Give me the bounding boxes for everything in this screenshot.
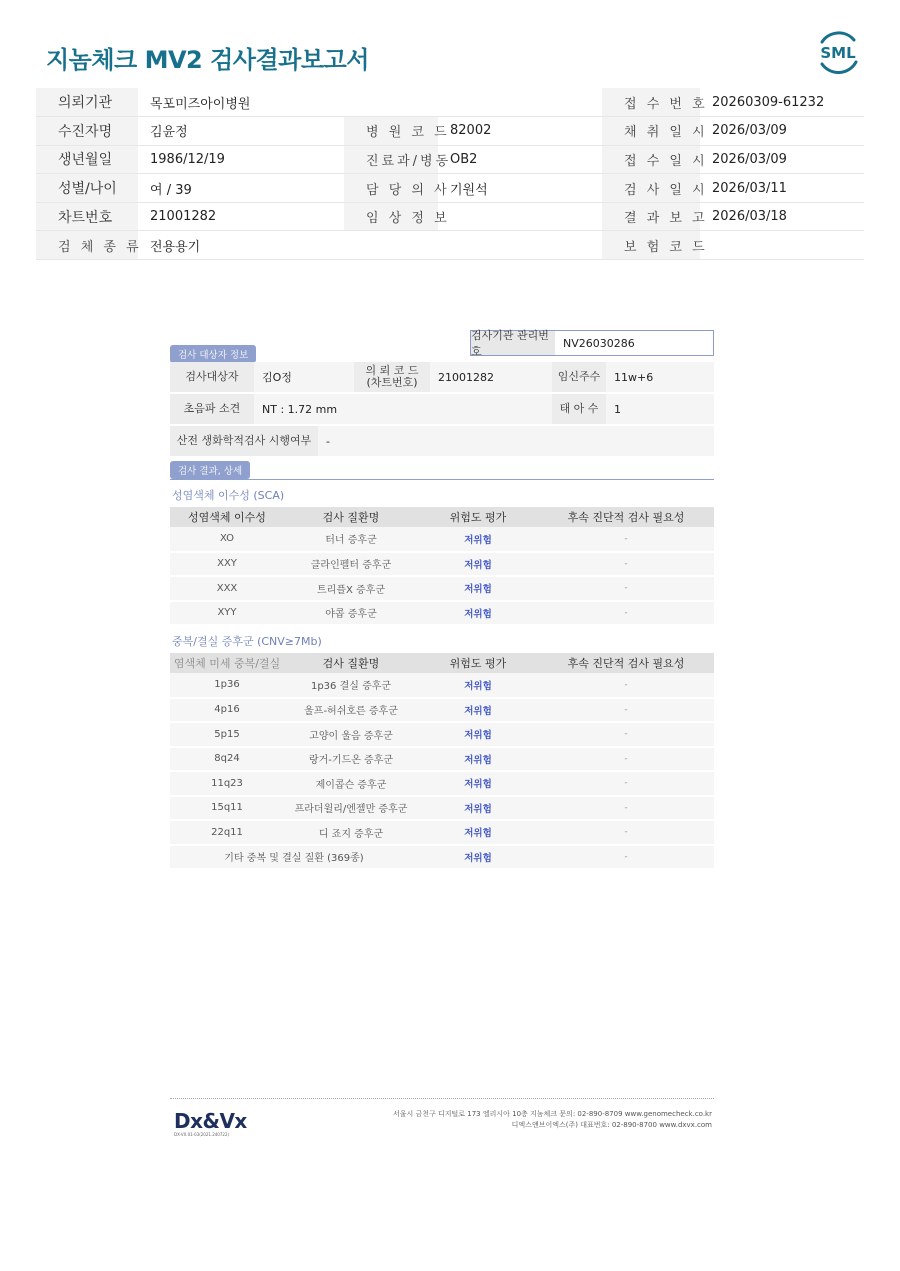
info-label: 성별/나이	[36, 174, 138, 203]
risk-cell: 저위험	[418, 673, 538, 698]
patient-info-table	[36, 88, 864, 260]
info-label: 검 체 종 류	[36, 231, 138, 260]
info-value	[438, 231, 602, 260]
subject-section-pill: 검사 대상자 정보	[170, 345, 256, 363]
table-row	[170, 673, 714, 698]
region-cell: XXY	[170, 552, 284, 577]
mgmt-number-value: NV26030286	[563, 336, 635, 350]
info-value: 2026/03/18	[700, 202, 864, 231]
region-cell: XYY	[170, 601, 284, 626]
page-title: 지놈체크 MV2 검사결과보고서	[46, 46, 369, 74]
table-row	[170, 698, 714, 723]
disease-cell: 고양이 울음 증후군	[284, 722, 418, 747]
disease-cell: 랑거-기드온 증후군	[284, 747, 418, 772]
info-row	[36, 145, 864, 174]
result-section-header	[170, 461, 714, 480]
info-value: 목포미즈아이병원	[138, 88, 344, 117]
info-value: 2026/03/09	[700, 117, 864, 146]
fetus-value: 1	[606, 394, 714, 424]
disease-cell: 야콥 증후군	[284, 601, 418, 626]
us-value: NT : 1.72 mm	[254, 394, 552, 424]
risk-cell: 저위험	[418, 796, 538, 821]
footer-contact	[393, 1109, 712, 1131]
info-value: 여 / 39	[138, 174, 344, 203]
sca-title: 성염색체 이수성 (SCA)	[172, 489, 285, 502]
dxvx-logo-subtext: DX-VX.01-03(2021.240722)	[174, 1132, 230, 1137]
table-row	[170, 796, 714, 821]
info-label: 차트번호	[36, 202, 138, 231]
info-value	[438, 88, 602, 117]
followup-cell: -	[538, 796, 714, 821]
region-cell: 8q24	[170, 747, 284, 772]
table-row	[170, 576, 714, 601]
info-label: 접 수 일 시	[602, 145, 700, 174]
info-label: 임 상 정 보	[344, 202, 438, 231]
info-value: 김윤정	[138, 117, 344, 146]
info-row	[36, 88, 864, 117]
risk-cell: 저위험	[418, 820, 538, 845]
footer	[170, 1098, 714, 1137]
disease-cell: 제이콥슨 증후군	[284, 771, 418, 796]
info-label: 생년월일	[36, 145, 138, 174]
info-label: 진료과/병동	[344, 145, 438, 174]
info-label: 결 과 보 고	[602, 202, 700, 231]
followup-cell: -	[538, 845, 714, 870]
followup-cell: -	[538, 771, 714, 796]
table-row	[170, 771, 714, 796]
info-value: 기원석	[438, 174, 602, 203]
table-row	[170, 845, 714, 870]
followup-cell: -	[538, 820, 714, 845]
info-value	[700, 231, 864, 260]
followup-cell: -	[538, 747, 714, 772]
followup-cell: -	[538, 576, 714, 601]
info-label: 채 취 일 시	[602, 117, 700, 146]
table-row	[170, 552, 714, 577]
region-cell: XXX	[170, 576, 284, 601]
risk-cell: 저위험	[418, 722, 538, 747]
info-label: 검 사 일 시	[602, 174, 700, 203]
cnv-title: 중복/결실 증후군 (CNV≥7Mb)	[172, 635, 322, 648]
info-value	[438, 202, 602, 231]
info-value: 82002	[438, 117, 602, 146]
disease-cell: 클라인펠터 증후군	[284, 552, 418, 577]
table-header: 후속 진단적 검사 필요성	[538, 507, 714, 527]
region-cell: 5p15	[170, 722, 284, 747]
disease-cell: 트리플X 증후군	[284, 576, 418, 601]
ref-code-value: 21001282	[430, 362, 552, 392]
disease-cell: 터너 증후군	[284, 527, 418, 552]
risk-cell: 저위험	[418, 601, 538, 626]
info-value: OB2	[438, 145, 602, 174]
cnv-table	[170, 653, 714, 870]
risk-cell: 저위험	[418, 527, 538, 552]
info-value: 1986/12/19	[138, 145, 344, 174]
risk-cell: 저위험	[418, 552, 538, 577]
svg-text:SML: SML	[820, 44, 856, 62]
cnv-section	[170, 629, 714, 870]
table-row	[170, 820, 714, 845]
region-cell: 22q11	[170, 820, 284, 845]
subject-value: 김O정	[254, 362, 354, 392]
dxvx-logo: Dx&Vx	[174, 1109, 247, 1133]
result-section-pill: 검사 결과, 상세	[170, 461, 250, 479]
region-cell: 1p36	[170, 673, 284, 698]
followup-cell: -	[538, 673, 714, 698]
info-row	[36, 174, 864, 203]
followup-cell: -	[538, 527, 714, 552]
sml-logo	[814, 28, 862, 76]
followup-cell: -	[538, 698, 714, 723]
disease-cell: 울프-허쉬호른 증후군	[284, 698, 418, 723]
disease-cell: 프라더윌리/엔젤만 증후군	[284, 796, 418, 821]
info-label	[344, 231, 438, 260]
footer-line-1: 서울시 금천구 디지털로 173 엘리시아 10층 지놈체크 문의: 02-890-8709 www.genomecheck.co.kr	[392, 1110, 712, 1118]
prenatal-value: -	[318, 426, 714, 456]
risk-cell: 저위험	[418, 698, 538, 723]
info-label: 접 수 번 호	[602, 88, 700, 117]
table-row	[170, 601, 714, 626]
info-row	[36, 202, 864, 231]
info-label: 수진자명	[36, 117, 138, 146]
table-header: 염색체 미세 중복/결실	[170, 653, 284, 673]
info-row	[36, 231, 864, 260]
table-header: 후속 진단적 검사 필요성	[538, 653, 714, 673]
info-value: 전용용기	[138, 231, 344, 260]
region-cell: 4p16	[170, 698, 284, 723]
disease-cell: 1p36 결실 증후군	[284, 673, 418, 698]
subject-label: 검사대상자	[170, 362, 254, 392]
risk-cell: 저위험	[418, 771, 538, 796]
info-value: 21001282	[138, 202, 344, 231]
region-cell: 11q23	[170, 771, 284, 796]
risk-cell: 저위험	[418, 845, 538, 870]
sca-section	[170, 483, 714, 626]
prenatal-label: 산전 생화학적검사 시행여부	[170, 426, 318, 456]
table-header: 위험도 평가	[418, 507, 538, 527]
info-label	[344, 88, 438, 117]
risk-cell: 저위험	[418, 576, 538, 601]
table-row	[170, 527, 714, 552]
mgmt-number-label: 검사기관 관리번호	[471, 331, 555, 355]
other-disease-cell: 기타 중복 및 결실 질환 (369종)	[170, 845, 418, 870]
ga-value: 11w+6	[606, 362, 714, 392]
table-row	[170, 722, 714, 747]
fetus-label: 태 아 수	[552, 394, 606, 424]
table-header: 위험도 평가	[418, 653, 538, 673]
info-value: 2026/03/11	[700, 174, 864, 203]
table-header: 검사 질환명	[284, 653, 418, 673]
table-row	[170, 747, 714, 772]
risk-cell: 저위험	[418, 747, 538, 772]
info-label: 보 험 코 드	[602, 231, 700, 260]
followup-cell: -	[538, 552, 714, 577]
info-row	[36, 117, 864, 146]
followup-cell: -	[538, 601, 714, 626]
ga-label: 임신주수	[552, 362, 606, 392]
info-value: 2026/03/09	[700, 145, 864, 174]
disease-cell: 디 죠지 증후군	[284, 820, 418, 845]
info-value: 20260309-61232	[700, 88, 864, 117]
us-label: 초음파 소견	[170, 394, 254, 424]
info-label: 담 당 의 사	[344, 174, 438, 203]
ref-code-label: 의 뢰 코 드 (차트번호)	[354, 362, 430, 392]
region-cell: 15q11	[170, 796, 284, 821]
subject-info	[170, 362, 714, 456]
table-header: 검사 질환명	[284, 507, 418, 527]
followup-cell: -	[538, 722, 714, 747]
info-label: 의뢰기관	[36, 88, 138, 117]
info-label: 병 원 코 드	[344, 117, 438, 146]
region-cell: XO	[170, 527, 284, 552]
sca-table	[170, 507, 714, 626]
footer-line-2: 디엑스앤브이엑스(주) 대표번호: 02-890-8700 www.dxvx.com	[511, 1121, 712, 1129]
table-header: 성염색체 이수성	[170, 507, 284, 527]
